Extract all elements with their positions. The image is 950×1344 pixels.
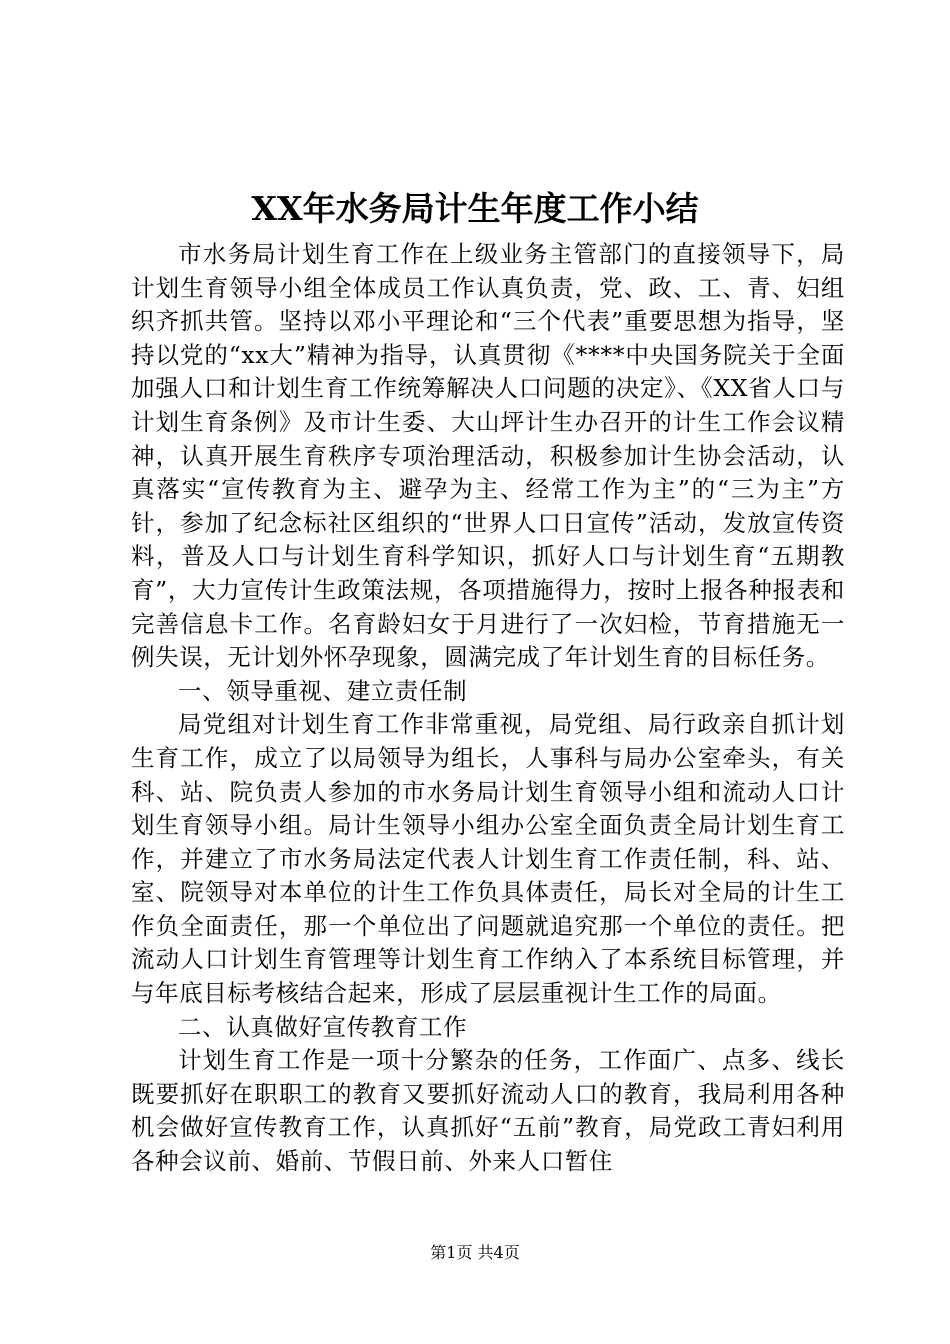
section-heading-1: 一、领导重视、建立责任制 xyxy=(178,676,468,705)
intro-paragraph: 市水务局计划生育工作在上级业务主管部门的直接领导下，局计划生育领导小组全体成员工作认真负责，党、政、工、青、妇组织齐抓共管。坚持以邓小平理论和“三个代表”重要思想为指导，坚持以党的“xx大”精神为指导，认真贯彻《****中央国务院关于全面加强人口和计划生育工作统筹解决人口问题的决定》、《XX省人口与计划生育条例》及市计生委、大山坪计生办召开的计生工作会议精神，认真开展生育秩序专项治理活动，积极参加计生协会活动，认真落实“宣传教育为主、避孕为主、经常工作为主”的“三为主”方针，参加了纪念标社区组织的“世界人口日宣传”活动，发放宣传资料，普及人口与计划生育科学知识，抓好人口与计划生育“五期教育”，大力宣传计生政策法规，各项措施得力，按时上报各种报表和完善信息卡工作。名育龄妇女于月进行了一次妇检，节育措施无一例失误，无计划外怀孕现象，圆满完成了年计划生育的目标任务。 xyxy=(131,240,845,672)
document-body xyxy=(131,238,845,1179)
document-title: XX年水务局计生年度工作小结 xyxy=(251,189,699,228)
section-2-paragraph: 计划生育工作是一项十分繁杂的任务，工作面广、点多、线长既要抓好在职职工的教育又要抓好流动人口的教育，我局利用各种机会做好宣传教育工作，认真抓好“五前”教育，局党政工青妇利用各种会议前、婚前、节假日前、外来人口暂住 xyxy=(131,1046,845,1176)
page-footer: 第1页 共4页 xyxy=(430,1243,520,1262)
section-1-paragraph: 局党组对计划生育工作非常重视，局党组、局行政亲自抓计划生育工作，成立了以局领导为组长，人事科与局办公室牵头，有关科、站、院负责人参加的市水务局计划生育领导小组和流动人口计划生育领导小组。局计生领导小组办公室全面负责全局计划生育工作，并建立了市水务局法定代表人计划生育工作责任制，科、站、室、院领导对本单位的计生工作负具体责任，局长对全局的计生工作负全面责任，那一个单位出了问题就追究那一个单位的责任。把流动人口计划生育管理等计划生育工作纳入了本系统目标管理，并与年底目标考核结合起来，形成了层层重视计生工作的局面。 xyxy=(131,710,845,1008)
section-heading-2: 二、认真做好宣传教育工作 xyxy=(178,1012,468,1041)
